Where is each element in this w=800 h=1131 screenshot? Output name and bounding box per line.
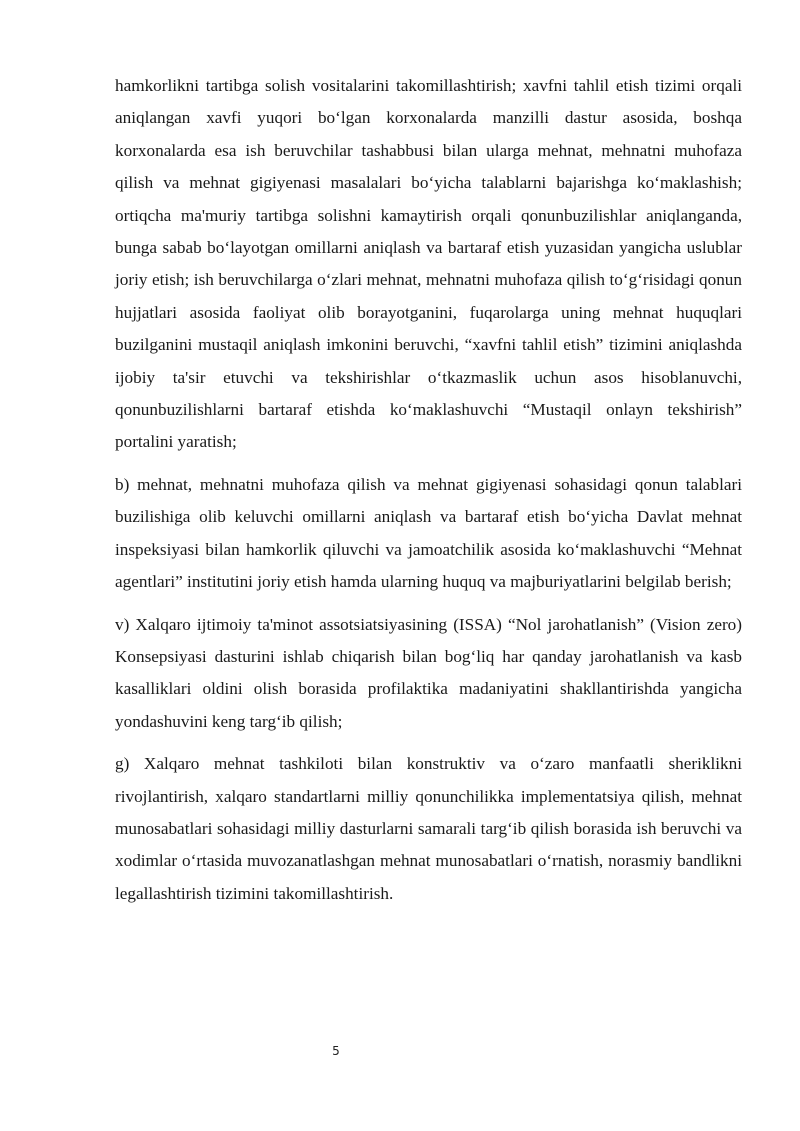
- paragraph-b: b) mehnat, mehnatni muhofaza qilish va mehnat gigiyenasi sohasidagi qonun talablari buzilishiga olib keluvchi omillarni aniqlash va bartaraf etish bo‘yicha Davlat mehnat inspeksiyasi bilan hamkorlik qiluvchi va jamoatchilik asosida ko‘maklashuvchi “Mehnat agentlari” institutini joriy etish hamda ularning huquq va majburiyatlarini belgilab berish;: [115, 474, 742, 592]
- paragraph-continuation: hamkorlikni tartibga solish vositalarini takomillashtirish; xavfni tahlil etish tizimi orqali aniqlangan xavfi yuqori bo‘lgan korxonalarda manzilli dastur asosida, boshqa korxonalarda esa ish beruvchilar tashabbusi bilan ularga mehnat, mehnatni muhofaza qilish va mehnat gigiyenasi masalalari bo‘yicha talablarni bajarishga ko‘maklashish; ortiqcha ma'muriy tartibga solishni kamaytirish orqali qonunbuzilishlar aniqlanganda, bunga sabab bo‘layotgan omillarni aniqlash va bartaraf etish yuzasidan yangicha uslublar joriy etish; ish beruvchilarga o‘zlari mehnat, mehnatni muhofaza qilish to‘g‘risidagi qonun hujjatlari asosida faoliyat olib borayotganini, fuqarolarga uning mehnat huquqlari buzilganini mustaqil aniqlash imkonini beruvchi, “xavfni tahlil etish” tizimini aniqlashda ijobiy ta'sir etuvchi va tekshirishlar o‘tkazmaslik uchun asos hisoblanuvchi, qonunbuzilishlarni bartaraf etishda ko‘maklashuvchi “Mustaqil onlayn tekshirish” portalini yaratish;: [115, 76, 742, 452]
- paragraph-v: v) Xalqaro ijtimoiy ta'minot assotsiatsiyasining (ISSA) “Nol jarohatlanish” (Vision zero) Konsepsiyasi dasturini ishlab chiqarish bilan bog‘liq har qanday jarohatlanish va kasb kasalliklari oldini olish borasida profilaktika madaniyatini shakllantirishda yangicha yondashuvini keng targ‘ib qilish;: [115, 614, 742, 731]
- paragraph-g: g) Xalqaro mehnat tashkiloti bilan konstruktiv va o‘zaro manfaatli sheriklikni rivojlantirish, xalqaro standartlarni milliy qonunchilikka implementatsiya qilish, mehnat munosabatlari sohasidagi milliy dasturlarni samarali targ‘ib qilish borasida ish beruvchi va xodimlar o‘rtasida muvozanatlashgan mehnat munosabatlari o‘rnatish, norasmiy bandlikni legallashtirish tizimini takomillashtirish.: [115, 754, 742, 903]
- page-number: 5: [332, 1044, 340, 1058]
- document-body: [115, 70, 742, 920]
